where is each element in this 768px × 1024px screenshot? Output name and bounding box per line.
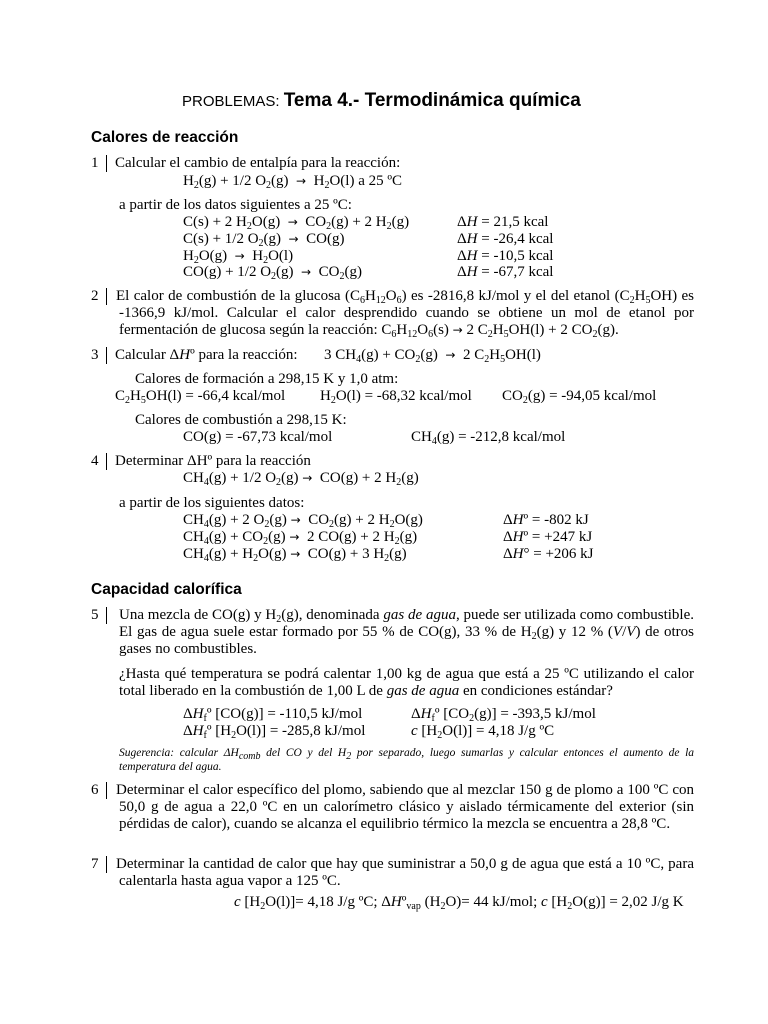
problem-5-text: Una mezcla de CO(g) y $H_2(g)$, denominada gas de agua, puede ser utilizada como combustible. El gas de agua suele estar formado por 55 % de CO(g), 33 % de $H_2(g)$ y 12 % (V/V) de otros gases no combustibles. (119, 607, 695, 657)
problem-3-reaction: 3 $CH_4(g) + CO_2(g) \to 2$ $C_2H_5OH(l)$ (324, 347, 541, 365)
problem-7-bar (106, 856, 107, 873)
p3-formacion-1: $C_2H_5OH(l) = -66,4$ kcal/mol (115, 388, 286, 406)
p4-dh1: ΔHº = -802 kJ (503, 512, 589, 528)
p5-data-4: c $[H_2O(l)] = 4,18$ J/g ºC (411, 723, 555, 741)
problem-4-data-intro: a partir de los siguientes datos: (119, 495, 305, 511)
problem-6-number: 6 (91, 782, 99, 798)
p3-formacion-3: $CO_2(g) = -94,05$ kcal/mol (502, 388, 657, 406)
problem-1-data-intro: a partir de los datos siguientes a 25 ºC: (119, 197, 352, 213)
p1-dh3: ΔH = -10,5 kcal (457, 248, 554, 264)
title-prefix: PROBLEMAS: (182, 93, 284, 110)
problem-5-hint: Sugerencia: calcular $\Delta H_{comb}$ del CO y del $H_2$ por separado, luego sumarlas y calcular entonces el aumento de la temperatura del agua. (119, 747, 695, 773)
p3-combustion-2: $CH_4(g) = -212,8$ kcal/mol (411, 429, 566, 447)
p4-eq1: $CH_4(g) + 2$ $O_2(g) \to CO_2(g) + 2$ $H_2O(g)$ (183, 512, 423, 530)
problem-2-number: 2 (91, 288, 99, 304)
problem-2-bar (106, 288, 107, 305)
problem-1-bar (106, 155, 107, 172)
problem-3-bar (106, 347, 107, 364)
p3-combustion-heading: Calores de combustión a 298,15 K: (135, 412, 347, 428)
section-heading-calores: Calores de reacción (91, 129, 239, 146)
problem-4-reaction: $CH_4(g) + 1/2$ $O_2(g) \to CO(g) + 2$ $H_2(g)$ (183, 470, 419, 488)
problem-6-bar (106, 782, 107, 799)
problem-1-intro: Calcular el cambio de entalpía para la reacción: (115, 155, 401, 171)
p1-eq1: C(s) + 2 $H_2O(g) \to CO_2(g) + 2$ $H_2(g)$ (183, 214, 410, 232)
problem-6-text: Determinar el calor específico del plomo, sabiendo que al mezclar 150 g de plomo a 100 ºC con 50,0 g de agua a 22,0 ºC en un calorímetro clásico y aislado térmicamente del exterior (sin pérdidas de calor), cuando se alcanza el equilibrio térmico la mezcla se encuentra a 28,8 ºC. (116, 782, 694, 832)
problem-3-number: 3 (91, 347, 99, 363)
problem-7-text: Determinar la cantidad de calor que hay que suministrar a 50,0 g de agua que está a 10 ºC, para calentarla hasta agua vapor a 125 ºC. (116, 856, 694, 889)
p4-eq3: $CH_4(g) + H_2O(g) \to CO(g) + 3$ $H_2(g)$ (183, 546, 407, 564)
p4-dh2: ΔHº = +247 kJ (503, 529, 593, 545)
p4-eq2: $CH_4(g) + CO_2(g) \to 2$ CO(g) + 2 $H_2(g)$ (183, 529, 418, 547)
p1-eq3: $H_2O(g) \to H_2O(l)$ (183, 248, 294, 266)
problem-4-number: 4 (91, 453, 99, 469)
problem-1-reaction: $H_2(g) + 1/2$ $O_2(g) \to H_2O(l)$ a 25 ºC (183, 173, 403, 191)
problem-2-text: El calor de combustión de la glucosa $(C_6H_{12}O_6)$ es -2816,8 kJ/mol y el del etanol $(C_2H_5OH)$ es -1366,9 kJ/mol. Calcular el calor desprendido cuando se obtiene un mol de etanol por fermentación de glucosa según la reacción: $C_6H_{12}O_6(s) \to 2$ $C_2H_5OH(l) + 2$ $CO_2(g)$. (116, 288, 694, 340)
p5-data-2: $\Delta H_fº$ $[CO_2(g)] = -393,5$ kJ/mol (411, 706, 596, 724)
p1-eq2: C(s) + 1/2 $O_2(g) \to CO(g)$ (183, 231, 345, 249)
p1-dh2: ΔH = -26,4 kcal (457, 231, 554, 247)
problem-4-bar (106, 453, 107, 470)
title-main: Tema 4.- Termodinámica química (283, 90, 581, 111)
p3-formacion-heading: Calores de formación a 298,15 K y 1,0 atm: (135, 371, 399, 387)
problem-4-intro: Determinar ΔHº para la reacción (115, 453, 311, 469)
p4-dh3: ΔH° = +206 kJ (503, 546, 594, 562)
problem-1-number: 1 (91, 155, 99, 171)
p1-dh1: ΔH = 21,5 kcal (457, 214, 549, 230)
p1-eq4: CO(g) + 1/2 $O_2(g) \to CO_2(g)$ (183, 264, 362, 282)
p1-dh4: ΔH = -67,7 kcal (457, 264, 554, 280)
problem-7-data: c $[H_2O(l)]= 4,18$ J/g ºC; ΔHº$_{vap}$ $(H_2O)= 44$ kJ/mol; c $[H_2O(g)] = 2,02$ J/g K (234, 894, 684, 912)
problem-5-question: ¿Hasta qué temperatura se podrá calentar 1,00 kg de agua que está a 25 ºC utilizando el calor total liberado en la combustión de 1,00 L de gas de agua en condiciones estándar? (119, 666, 694, 699)
p5-data-3: $\Delta H_fº$ $[H_2O(l)] = -285,8$ kJ/mol (183, 723, 366, 741)
problem-3-intro: Calcular ΔHº para la reacción: (115, 347, 298, 363)
page-title (182, 90, 581, 113)
p5-data-1: $\Delta H_fº$ [CO(g)] = -110,5 kJ/mol (183, 706, 363, 724)
problem-7-number: 7 (91, 856, 99, 872)
p3-combustion-1: CO(g) = -67,73 kcal/mol (183, 429, 333, 445)
p3-formacion-2: $H_2O(l) = -68,32$ kcal/mol (320, 388, 472, 406)
problem-5-number: 5 (91, 607, 99, 623)
section-heading-capacidad: Capacidad calorífica (91, 581, 242, 598)
problem-5-bar (106, 607, 107, 624)
